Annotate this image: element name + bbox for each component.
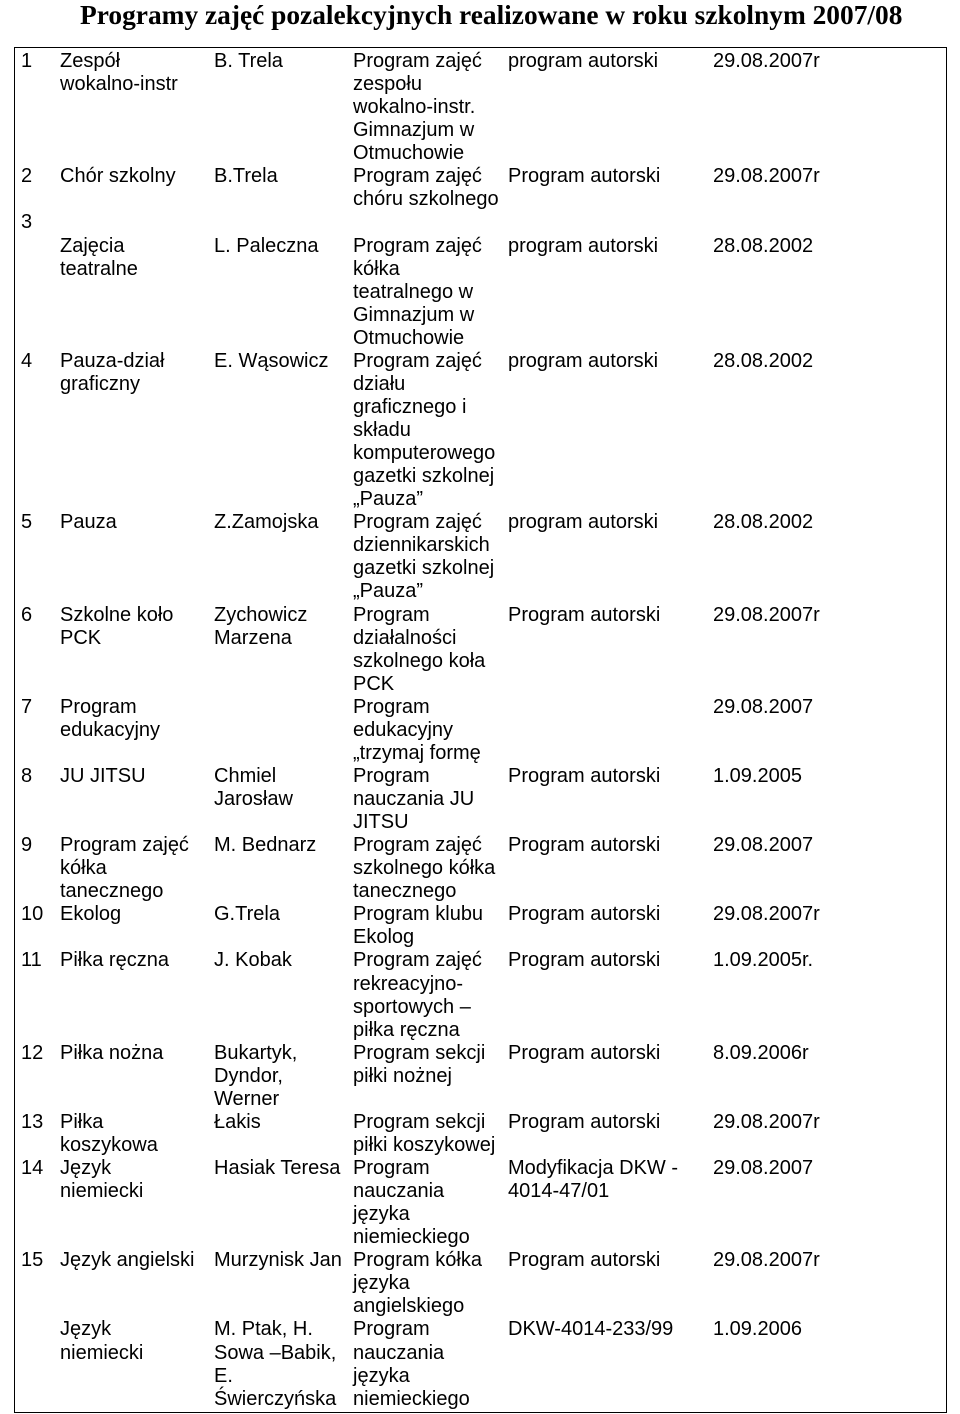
activity-name: Piłka ręczna: [60, 949, 169, 972]
program-name: Program zajęć kółka teatralnego w Gimnazjum w Otmuchowie: [353, 234, 482, 349]
row-number: 4: [21, 349, 33, 372]
approval-date: 29.08.2007r: [713, 1249, 820, 1272]
program-name: Program zajęć zespołu wokalno-instr. Gimnazjum w Otmuchowie: [353, 50, 482, 165]
activity-name: Pauza-dział graficzny: [60, 349, 165, 395]
approval-date: 1.09.2006: [713, 1318, 802, 1341]
approval-date: 1.09.2005r.: [713, 949, 814, 972]
program-name: Program sekcji piłki koszykowej: [353, 1110, 496, 1156]
activity-name: Piłka nożna: [60, 1041, 164, 1064]
row-number: 7: [21, 695, 33, 718]
table-row: [15, 604, 946, 696]
program-type: program autorski: [508, 234, 659, 257]
table-row: [15, 834, 946, 903]
row-number: 10: [21, 903, 44, 926]
program-name: Program zajęć dziennikarskich gazetki szkolnej „Pauza”: [353, 511, 495, 603]
program-type: Program autorski: [508, 949, 661, 972]
table-row: [15, 1157, 946, 1249]
table-row: [15, 50, 946, 165]
teacher-name: Hasiak Teresa: [214, 1157, 341, 1179]
teacher-name: G.Trela: [214, 903, 280, 926]
approval-date: 28.08.2002: [713, 349, 814, 372]
program-name: Program zajęć rekreacyjno- sportowych – piłka ręczna: [353, 949, 482, 1041]
program-type: Program autorski: [508, 1249, 661, 1272]
row-number: 14: [21, 1157, 44, 1179]
table-row: [15, 1042, 946, 1111]
row-number: 5: [21, 511, 33, 534]
program-name: Program zajęć chóru szkolnego: [353, 165, 499, 211]
program-name: Program zajęć szkolnego kółka tanecznego: [353, 834, 496, 903]
teacher-name: M. Ptak, H. Sowa –Babik, E. Świerczyńska: [214, 1318, 337, 1410]
table-row: [15, 903, 946, 949]
approval-date: 29.08.2007: [713, 695, 814, 718]
row-number: [15, 1318, 55, 1410]
teacher-name: Chmiel Jarosław: [214, 764, 293, 810]
teacher-name: B.Trela: [214, 165, 278, 188]
row-number: 1: [21, 50, 33, 72]
teacher-name: Z.Zamojska: [214, 511, 319, 534]
approval-date: 29.08.2007: [713, 1157, 814, 1179]
row-number: 6: [21, 603, 33, 626]
page-title: Programy zajęć pozalekcyjnych realizowane w roku szkolnym 2007/08: [80, 0, 903, 30]
approval-date: 29.08.2007r: [713, 50, 820, 72]
program-name: Program działalności szkolnego koła PCK: [353, 603, 486, 695]
approval-date: 29.08.2007: [713, 834, 814, 857]
activity-name: Język niemiecki: [60, 1318, 144, 1364]
program-name: Program nauczania języka niemieckiego: [353, 1157, 470, 1249]
activity-name: Szkolne koło PCK: [60, 603, 174, 649]
program-type: program autorski: [508, 50, 659, 72]
teacher-name: Bukartyk, Dyndor, Werner: [214, 1041, 298, 1110]
approval-date: 29.08.2007r: [713, 603, 820, 626]
table-row: [15, 511, 946, 603]
approval-date: 28.08.2002: [713, 511, 814, 534]
program-type: Program autorski: [508, 1041, 661, 1064]
teacher-name: M. Bednarz: [214, 834, 317, 857]
activity-name: Program edukacyjny: [60, 695, 161, 741]
row-number: 11: [21, 949, 42, 972]
approval-date: 1.09.2005: [713, 764, 802, 787]
approval-date: 28.08.2002: [713, 234, 814, 257]
activity-name: Zespół wokalno-instr: [60, 50, 178, 96]
program-type: Modyfikacja DKW - 4014-47/01: [508, 1157, 679, 1203]
program-type: Program autorski: [508, 603, 661, 626]
program-type: Program autorski: [508, 1110, 661, 1133]
teacher-name: Zychowicz Marzena: [214, 603, 308, 649]
approval-date: 29.08.2007r: [713, 165, 820, 188]
table-row: [15, 1249, 946, 1318]
program-name: Program nauczania JU JITSU: [353, 764, 475, 834]
row-number: 15: [21, 1249, 44, 1272]
teacher-name: [210, 696, 348, 765]
teacher-name: Łakis: [214, 1110, 261, 1133]
teacher-name: E. Wąsowicz: [214, 349, 329, 372]
program-name: Program klubu Ekolog: [353, 903, 484, 949]
program-type: Program autorski: [508, 165, 661, 188]
activity-name: Zajęcia teatralne: [60, 234, 138, 280]
program-name: Program kółka języka angielskiego: [353, 1249, 482, 1318]
program-type: program autorski: [508, 511, 659, 534]
row-number: 3: [21, 211, 33, 234]
table-row: [15, 165, 946, 211]
programs-table: [14, 47, 947, 1413]
program-name: Program nauczania języka niemieckiego: [353, 1318, 470, 1410]
program-type: Program autorski: [508, 903, 661, 926]
row-number: 2: [21, 165, 33, 188]
program-type: Program autorski: [508, 834, 661, 857]
activity-name: Pauza: [60, 511, 117, 534]
activity-name: JU JITSU: [60, 764, 146, 787]
program-type: DKW-4014-233/99: [508, 1318, 674, 1341]
program-type: Program autorski: [508, 764, 661, 787]
program-name: Program sekcji piłki nożnej: [353, 1041, 486, 1087]
row-number: 13: [21, 1110, 44, 1133]
row-number: 12: [21, 1041, 44, 1064]
activity-name: Piłka koszykowa: [60, 1110, 158, 1156]
teacher-name: Murzynisk Jan: [214, 1249, 342, 1272]
row-number: 9: [21, 834, 33, 857]
approval-date: 29.08.2007r: [713, 903, 820, 926]
row-number: 8: [21, 764, 33, 787]
teacher-name: L. Paleczna: [214, 234, 319, 257]
teacher-name: J. Kobak: [214, 949, 292, 972]
activity-name: Język angielski: [60, 1249, 195, 1272]
program-type: [503, 696, 708, 765]
table-row: [15, 1111, 946, 1157]
activity-name: Język niemiecki: [60, 1157, 144, 1203]
approval-date: 8.09.2006r: [713, 1041, 809, 1064]
program-name: Program zajęć działu graficznego i składu komputerowego gazetki szkolnej „Pauza”: [353, 349, 496, 511]
activity-name: Program zajęć kółka tanecznego: [60, 834, 189, 903]
table-row: [15, 696, 946, 765]
table-row: [15, 211, 946, 349]
program-type: program autorski: [508, 349, 659, 372]
table-row: [15, 949, 946, 1041]
program-name: Program edukacyjny „trzymaj formę: [353, 695, 481, 764]
teacher-name: B. Trela: [214, 50, 283, 72]
table-row: [15, 765, 946, 834]
table-row: [15, 1318, 946, 1410]
approval-date: 29.08.2007r: [713, 1110, 820, 1133]
table-row: [15, 350, 946, 511]
activity-name: Chór szkolny: [60, 165, 176, 188]
activity-name: Ekolog: [60, 903, 122, 926]
